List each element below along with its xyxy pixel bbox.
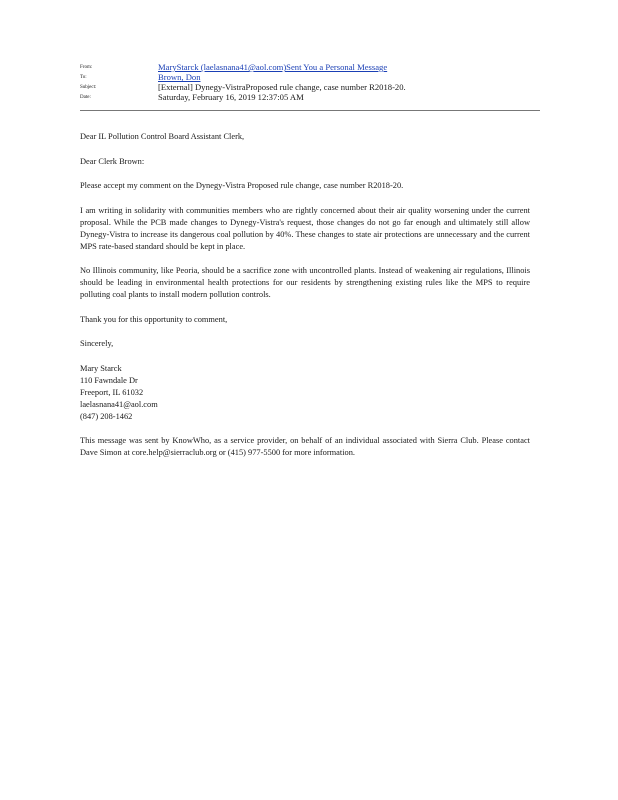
to-link[interactable]: Brown, Don (158, 72, 201, 82)
paragraph-4: Thank you for this opportunity to comment, (80, 314, 228, 324)
signature-block (80, 363, 530, 423)
footer-notice: This message was sent by KnowWho, as a service provider, on behalf of an individual associated with Sierra Club. Please contact Dave Simon at core.help@sierraclub.org or (415) 977-5500 for more information. (80, 436, 530, 457)
date-row (80, 92, 540, 102)
paragraph-2: I am writing in solidarity with communities members who are rightly concerned about their air quality worsening under the current proposal. While the PCB made changes to Dynegy-Vistra's request, those changes do not go far enough and ultimately still allow Dynegy-Vistra to increase its dangerous coal pollution by 40%. These changes to state air protections are unnecessary and the current MPS rate-based standard should be kept in place. (80, 205, 530, 251)
header-divider (80, 110, 540, 111)
closing: Sincerely, (80, 339, 114, 348)
signature-address-1: 110 Fawndale Dr (80, 375, 138, 385)
signature-phone: (847) 208-1462 (80, 411, 133, 421)
salutation-1: Dear IL Pollution Control Board Assistant Clerk, (80, 132, 245, 141)
date-value: Saturday, February 16, 2019 12:37:05 AM (158, 92, 304, 102)
from-label: From: (80, 65, 93, 70)
email-header (80, 62, 540, 102)
to-row (80, 72, 540, 82)
signature-name: Mary Starck (80, 363, 122, 373)
from-row (80, 62, 540, 72)
to-label: To: (80, 75, 87, 80)
date-label: Date: (80, 95, 91, 100)
from-link[interactable]: MaryStarck (laelasnana41@aol.com)Sent You a Personal Message (158, 62, 388, 72)
signature-address-2: Freeport, IL 61032 (80, 387, 144, 397)
subject-value: [External] Dynegy-VistraProposed rule change, case number R2018-20. (158, 82, 406, 92)
paragraph-3: No Illinois community, like Peoria, should be a sacrifice zone with uncontrolled plants. Instead of weakening air regulations, Illinois should be leading in environmental health protections for our residents by strengthening existing rules like the MPS to require polluting coal plants to install modern pollution controls. (80, 266, 530, 299)
salutation-2: Dear Clerk Brown: (80, 156, 145, 166)
paragraph-1: Please accept my comment on the Dynegy-Vistra Proposed rule change, case number R2018-20. (80, 181, 404, 190)
signature-email: laelasnana41@aol.com (80, 399, 158, 409)
email-body (80, 131, 530, 472)
subject-row (80, 82, 540, 92)
subject-label: Subject: (80, 85, 97, 90)
